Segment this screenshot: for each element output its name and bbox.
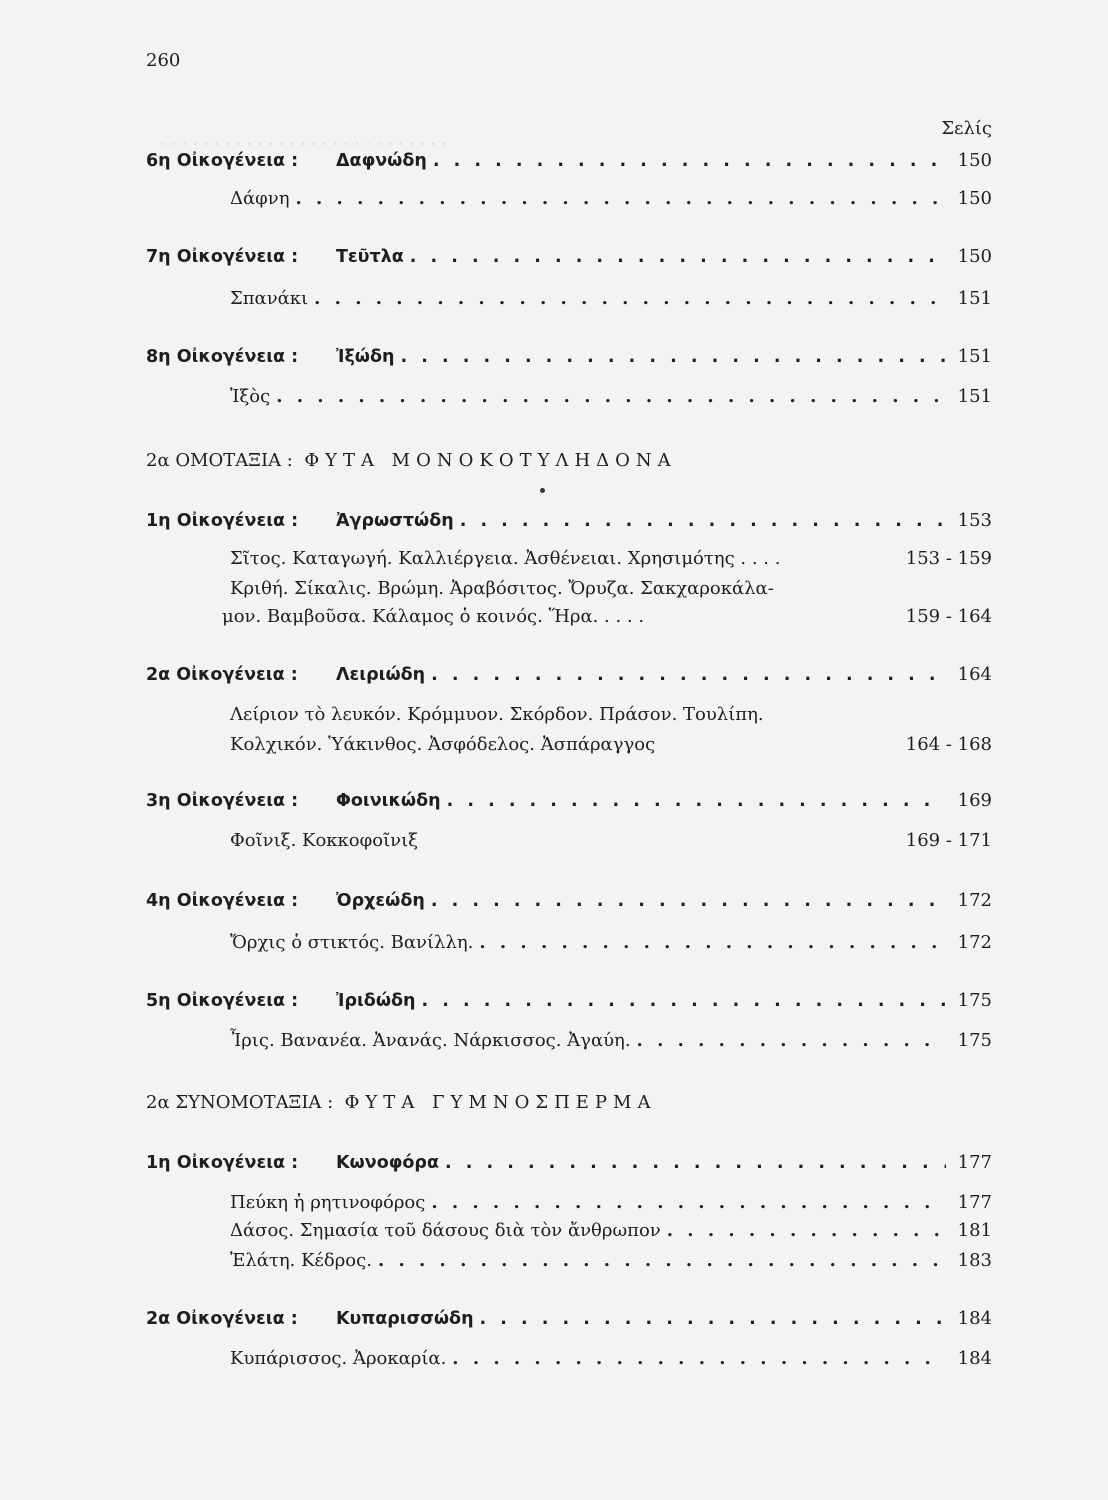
- entry-page: 150: [957, 150, 992, 171]
- entry-name: Κωνοφόρα: [336, 1153, 439, 1173]
- toc-entry[interactable]: [146, 510, 992, 531]
- entry-page: 169: [957, 790, 992, 811]
- description-line: Φοῖνιξ. Κοκκοφοῖνιξ: [230, 830, 419, 851]
- entry-page: 164: [957, 664, 992, 685]
- entry-name: Ἰξώδη: [336, 347, 395, 367]
- leader-dots: [460, 511, 946, 531]
- entry-label: 5η Οἰκογένεια :: [146, 991, 299, 1011]
- toc-entry[interactable]: [230, 1250, 992, 1271]
- leader-dots: [637, 1030, 946, 1051]
- toc-entry[interactable]: [146, 346, 992, 367]
- leader-dots: [447, 791, 946, 811]
- entry-page: 172: [957, 890, 992, 911]
- description-line: μον. Βαμβοῦσα. Κάλαμος ὁ κοινός. Ἥρα. . . . .: [222, 606, 645, 627]
- leader-dots: [401, 347, 947, 367]
- section-subtitle: ΦΥΤΑ ΓΥΜΝΟΣΠΕΡΜΑ: [344, 1092, 657, 1113]
- leader-dots: [480, 1309, 946, 1329]
- entry-label: 1η Οἰκογένεια :: [146, 511, 299, 531]
- toc-entry[interactable]: [146, 990, 992, 1011]
- toc-entry[interactable]: [146, 1308, 992, 1329]
- page-range: 169 - 171: [905, 830, 992, 851]
- toc-entry[interactable]: [230, 386, 992, 407]
- entry-label: 3η Οἰκογένεια :: [146, 791, 299, 811]
- toc-entry[interactable]: [230, 1220, 992, 1241]
- page-range: 164 - 168: [905, 734, 992, 755]
- entry-name: Ἰριδώδη: [336, 991, 416, 1011]
- toc-entry[interactable]: [230, 1348, 992, 1369]
- toc-entry[interactable]: [230, 288, 992, 309]
- section-heading: [146, 1092, 656, 1113]
- description-line: Κολχικόν. Ὑάκινθος. Ἀσφόδελος. Ἀσπάραγγος: [230, 734, 656, 755]
- entry-name: Φοινικώδη: [336, 791, 441, 811]
- entry-page: 175: [957, 1030, 992, 1051]
- entry-label: Ἶρις. Βανανέα. Ἀνανάς. Νάρκισσος. Ἀγαύη.: [230, 1030, 631, 1051]
- section-subtitle: ΦΥΤΑ ΜΟΝΟΚΟΤΥΛΗΔΟΝΑ: [304, 450, 677, 471]
- toc-entry[interactable]: [146, 246, 992, 267]
- entry-label: Δάφνη: [230, 188, 290, 209]
- leader-dots: [276, 386, 946, 407]
- toc-entry[interactable]: [146, 150, 992, 171]
- entry-label: Πεύκη ἡ ρητινοφόρος: [230, 1192, 426, 1213]
- print-mark: [540, 488, 545, 493]
- toc-entry[interactable]: [146, 890, 992, 911]
- entry-label: 7η Οἰκογένεια :: [146, 247, 299, 267]
- section-prefix: 2α: [146, 1092, 170, 1113]
- toc-entry[interactable]: [230, 932, 992, 953]
- entry-name: Ἀγρωστώδη: [336, 511, 454, 531]
- entry-label: 2α Οἰκογένεια :: [146, 1309, 298, 1329]
- entry-label: Κυπάρισσος. Ἀροκαρία.: [230, 1348, 447, 1369]
- entry-page: 153: [957, 510, 992, 531]
- entry-page: 183: [957, 1250, 992, 1271]
- leader-dots: [445, 1153, 946, 1173]
- page-range: 153 - 159: [905, 548, 992, 569]
- entry-page: 181: [957, 1220, 992, 1241]
- leader-dots: [431, 891, 946, 911]
- entry-label: 6η Οἰκογένεια :: [146, 151, 299, 171]
- entry-name: Τεῦτλα: [336, 247, 404, 267]
- entry-page: 151: [957, 386, 992, 407]
- toc-entry[interactable]: [230, 1030, 992, 1051]
- leader-dots: [667, 1220, 946, 1241]
- entry-label: Ἐλάτη. Κέδρος.: [230, 1250, 372, 1271]
- toc-entry[interactable]: [146, 790, 992, 811]
- description-line: Σῖτος. Καταγωγή. Καλλιέργεια. Ἀσθένειαι. Χρησιμότης . . . .: [230, 548, 781, 569]
- section-title: ΟΜΟΤΑΞΙΑ :: [175, 450, 293, 471]
- entry-page: 177: [957, 1192, 992, 1213]
- entry-label: Σπανάκι: [230, 288, 309, 309]
- description-line: Λείριον τὸ λευκόν. Κρόμμυον. Σκόρδον. Πράσον. Τουλίπη.: [230, 704, 764, 725]
- toc-entry[interactable]: [230, 1192, 992, 1213]
- section-heading: [146, 450, 677, 471]
- entry-page: 172: [957, 932, 992, 953]
- entry-name: Ὀρχεώδη: [336, 891, 425, 911]
- toc-entry[interactable]: [146, 664, 992, 685]
- entry-page: 184: [957, 1348, 992, 1369]
- entry-page: 184: [957, 1308, 992, 1329]
- leader-dots: [479, 932, 946, 953]
- entry-page: 150: [957, 246, 992, 267]
- entry-label: 4η Οἰκογένεια :: [146, 891, 299, 911]
- section-title: ΣΥΝΟΜΟΤΑΞΙΑ :: [175, 1092, 334, 1113]
- entry-page: 175: [957, 990, 992, 1011]
- entry-page: 151: [957, 346, 992, 367]
- entry-label: Δάσος. Σημασία τοῦ δάσους διὰ τὸν ἄνθρωπον: [230, 1220, 661, 1241]
- page-range: 159 - 164: [905, 606, 992, 627]
- entry-page: 151: [957, 288, 992, 309]
- column-header-page: Σελίς: [941, 118, 992, 139]
- leader-dots: [295, 188, 946, 209]
- page-number: 260: [146, 50, 181, 71]
- leader-dots: [410, 247, 946, 267]
- entry-name: Δαφνώδη: [336, 151, 427, 171]
- entry-label: Ὄρχις ὁ στικτός. Βανίλλη.: [230, 932, 474, 953]
- entry-name: Κυπαρισσώδη: [336, 1309, 474, 1329]
- leader-dots: [378, 1250, 946, 1271]
- bleed-through-text: . . . . . . . . . . . . . . . . . . . . . . . . . . .: [160, 130, 447, 150]
- leader-dots: [433, 151, 946, 171]
- description-line: Κριθή. Σίκαλις. Βρώμη. Ἀραβόσιτος. Ὄρυζα. Σακχαροκάλα-: [230, 578, 774, 599]
- entry-label: 1η Οἰκογένεια :: [146, 1153, 299, 1173]
- leader-dots: [314, 288, 946, 309]
- leader-dots: [422, 991, 946, 1011]
- leader-dots: [431, 1192, 946, 1213]
- entry-page: 177: [957, 1152, 992, 1173]
- entry-page: 150: [957, 188, 992, 209]
- entry-label: 8η Οἰκογένεια :: [146, 347, 299, 367]
- entry-label: 2α Οἰκογένεια :: [146, 665, 298, 685]
- entry-name: Λειριώδη: [336, 665, 426, 685]
- section-prefix: 2α: [146, 450, 170, 471]
- leader-dots: [431, 665, 946, 685]
- leader-dots: [452, 1348, 946, 1369]
- toc-entry[interactable]: [230, 188, 992, 209]
- toc-entry[interactable]: [146, 1152, 992, 1173]
- entry-label: Ἰξὸς: [230, 386, 271, 407]
